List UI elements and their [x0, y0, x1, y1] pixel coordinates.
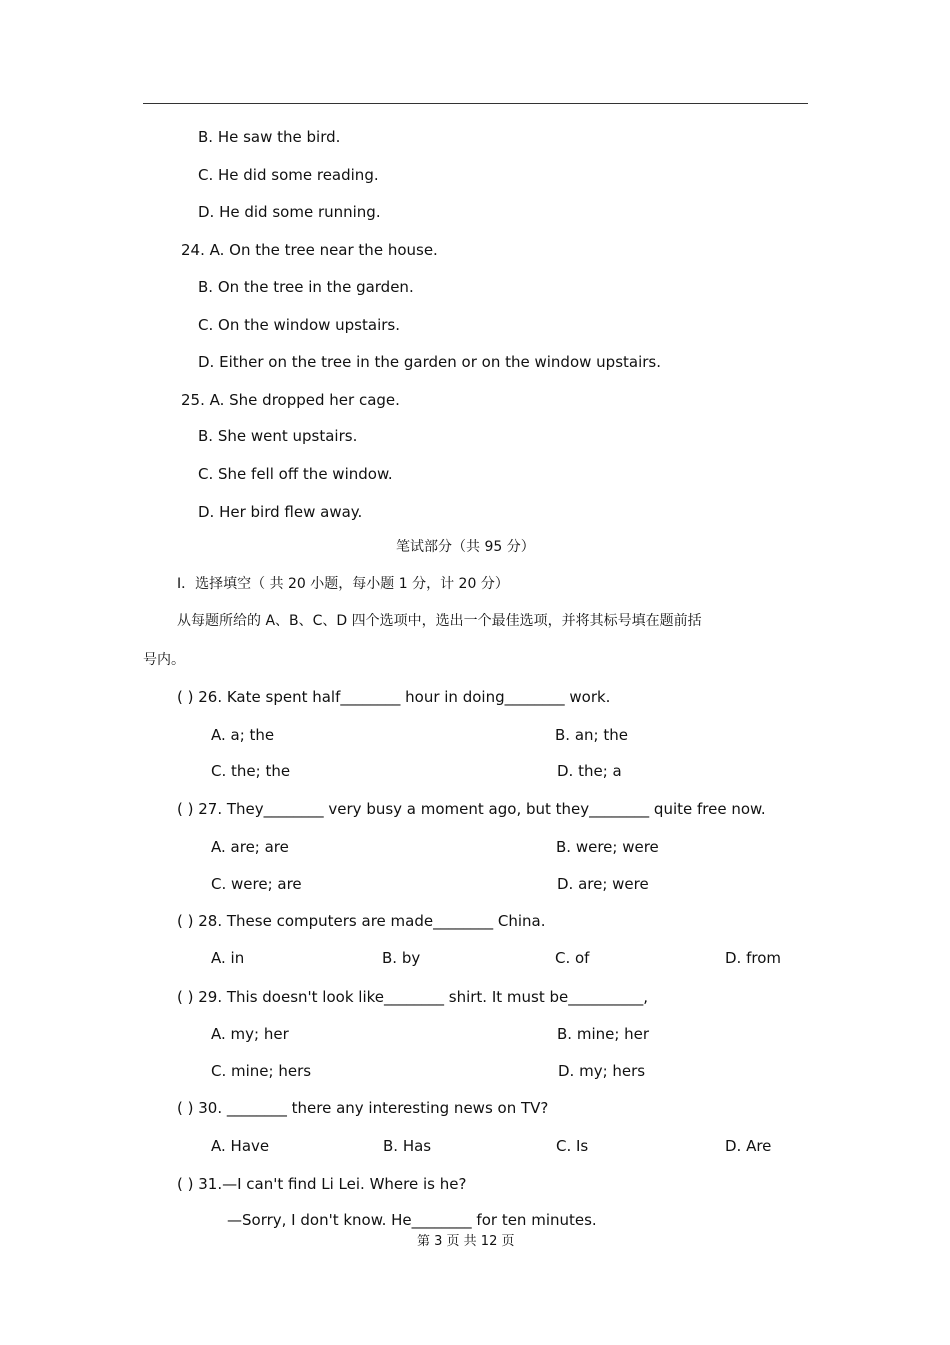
q24-option-c: C. On the window upstairs.	[198, 316, 400, 334]
q26-option-d: D. the; a	[557, 762, 622, 780]
q30-option-d: D. Are	[725, 1137, 772, 1155]
q28-stem: ( ) 28. These computers are made________ China.	[177, 912, 546, 930]
part1-heading: I．选择填空（ 共 20 小题，每小题 1 分，计 20 分）	[177, 576, 509, 592]
q27-option-a: A. are; are	[211, 838, 289, 856]
q26-option-a: A. a; the	[211, 726, 275, 744]
q25-option-c: C. She fell off the window.	[198, 465, 393, 483]
q30-stem: ( ) 30. ________ there any interesting news on TV?	[177, 1099, 549, 1117]
instruction-line2: 号内。	[143, 652, 185, 668]
q23-option-d: D. He did some running.	[198, 203, 381, 221]
q31-line2: —Sorry, I don't know. He________ for ten minutes.	[227, 1211, 597, 1229]
q24-option-b: B. On the tree in the garden.	[198, 278, 414, 296]
q31-stem: ( ) 31.—I can't find Li Lei. Where is he?	[177, 1175, 467, 1193]
q23-option-c: C. He did some reading.	[198, 166, 379, 184]
q30-option-b: B. Has	[383, 1137, 432, 1155]
q24-option-a: 24. A. On the tree near the house.	[181, 241, 438, 259]
q27-option-c: C. were; are	[211, 875, 302, 893]
q28-option-c: C. of	[555, 949, 590, 967]
q29-option-a: A. my; her	[211, 1025, 289, 1043]
q28-option-a: A. in	[211, 949, 245, 967]
q29-option-c: C. mine; hers	[211, 1062, 312, 1080]
q26-option-c: C. the; the	[211, 762, 291, 780]
q30-option-c: C. Is	[556, 1137, 589, 1155]
page-footer: 第 3 页 共 12 页	[417, 1234, 515, 1249]
q25-option-d: D. Her bird flew away.	[198, 503, 363, 521]
instruction-line1: 从每题所给的 A、B、C、D 四个选项中，选出一个最佳选项，并将其标号填在题前括	[177, 613, 702, 629]
q24-option-d: D. Either on the tree in the garden or on the window upstairs.	[198, 353, 661, 371]
q29-stem: ( ) 29. This doesn't look like________ shirt. It must be__________,	[177, 988, 649, 1006]
q29-option-b: B. mine; her	[557, 1025, 650, 1043]
q27-option-d: D. are; were	[557, 875, 649, 893]
q23-option-b: B. He saw the bird.	[198, 128, 341, 146]
q25-option-a: 25. A. She dropped her cage.	[181, 391, 400, 409]
q26-option-b: B. an; the	[555, 726, 628, 744]
q29-option-d: D. my; hers	[558, 1062, 646, 1080]
q25-option-b: B. She went upstairs.	[198, 427, 358, 445]
q27-stem: ( ) 27. They________ very busy a moment ago, but they________ quite free now.	[177, 800, 766, 818]
written-section-title: 笔试部分（共 95 分）	[396, 539, 535, 555]
q30-option-a: A. Have	[211, 1137, 270, 1155]
q28-option-d: D. from	[725, 949, 781, 967]
header-rule	[143, 103, 808, 104]
q28-option-b: B. by	[382, 949, 421, 967]
q26-stem: ( ) 26. Kate spent half________ hour in doing________ work.	[177, 688, 611, 706]
q27-option-b: B. were; were	[556, 838, 659, 856]
